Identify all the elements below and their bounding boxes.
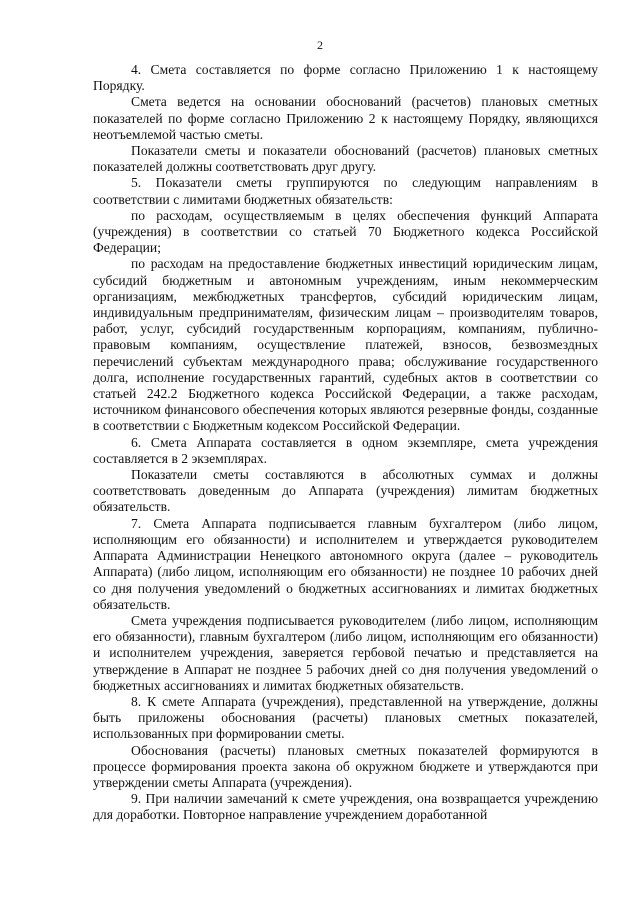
paragraph-5-grouping: 5. Показатели сметы группируются по следующим направлениям в соответствии с лимитами бюджетных обязательств: — [93, 175, 598, 207]
document-body — [93, 62, 598, 824]
paragraph-6-copies: 6. Смета Аппарата составляется в одном экземпляре, смета учреждения составляется в 2 экземплярах. — [93, 434, 598, 466]
paragraph-smeta-justification: Смета ведется на основании обоснований (расчетов) плановых сметных показателей по форме согласно Приложению 2 к настоящему Порядку, являющихся неотъемлемой частью сметы. — [93, 94, 598, 142]
paragraph-4-smeta-form: 4. Смета составляется по форме согласно Приложению 1 к настоящему Порядку. — [93, 62, 598, 94]
paragraph-absolute-sums: Показатели сметы составляются в абсолютных суммах и должны соответствовать доведенным до Аппарата (учреждения) лимитам бюджетных обязательств. — [93, 467, 598, 515]
paragraph-expenses-functions: по расходам, осуществляемым в целях обеспечения функций Аппарата (учреждения) в соответствии со статьей 70 Бюджетного кодекса Российской Федерации; — [93, 207, 598, 256]
paragraph-8-attachments: 8. К смете Аппарата (учреждения), представленной на утверждение, должны быть приложены обоснования (расчеты) плановых сметных показателей, использованных при формировании сметы. — [93, 693, 598, 742]
page-number: 2 — [317, 38, 323, 52]
paragraph-indicators-match: Показатели сметы и показатели обоснований (расчетов) плановых сметных показателей должны соответствовать друг другу. — [93, 143, 598, 175]
paragraph-institution-signing: Смета учреждения подписывается руководителем (либо лицом, исполняющим его обязанности), главным бухгалтером (либо лицом, исполняющим его обязанности) и исполнителем учреждения, заверяется гербовой печатью и представляется на утверждение в Аппарат не позднее 5 рабочих дней со дня получения уведомлений о бюджетных ассигнованиях и лимитах бюджетных обязательств. — [93, 612, 598, 693]
paragraph-expenses-investments: по расходам на предоставление бюджетных инвестиций юридическим лицам, субсидий бюджетным и автономным учреждениям, иным некоммерческим организациям, межбюджетных трансфертов, субсидий юридическим лицам, индивидуальным предпринимателям, физическим лицам – производителям товаров, работ, услуг, субсидий государственным корпорациям, компаниям, публично-правовым компаниям, осуществление платежей, взносов, безвозмездных перечислений субъектам международного права; обслуживание государственного долга, исполнение государственных гарантий, судебных актов в соответствии со статьей 242.2 Бюджетного кодекса Российской Федерации, а также расходам, источником финансового обеспечения которых являются резервные фонды, созданные в соответствии с Бюджетным кодексом Российской Федерации. — [93, 256, 598, 434]
paragraph-justifications-formed: Обоснования (расчеты) плановых сметных показателей формируются в процессе формирования проекта закона об окружном бюджете и утверждаются при утверждении сметы Аппарата (учреждения). — [93, 742, 598, 790]
paragraph-9-remarks: 9. При наличии замечаний к смете учреждения, она возвращается учреждению для доработки. Повторное направление учреждением доработанной — [93, 791, 598, 823]
paragraph-7-signing: 7. Смета Аппарата подписывается главным бухгалтером (либо лицом, исполняющим его обязанности) и исполнителем и утверждается руководителем Аппарата Администрации Ненецкого автономного округа (далее – руководитель Аппарата) (либо лицом, исполняющим его обязанности) не позднее 10 рабочих дней со дня получения уведомлений о бюджетных ассигнованиях и лимитах бюджетных обязательств. — [93, 515, 598, 612]
